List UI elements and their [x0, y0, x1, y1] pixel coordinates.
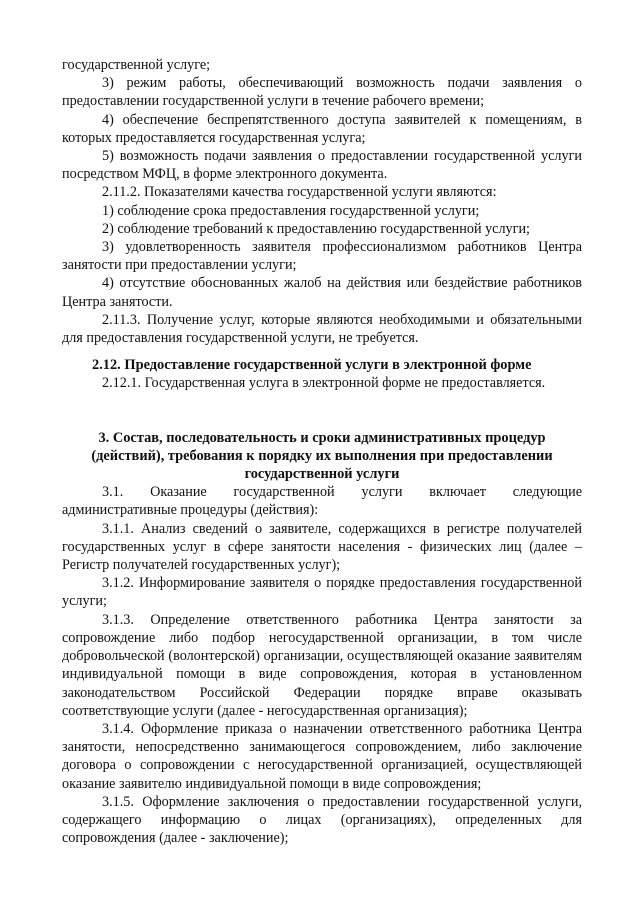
paragraph: государственной услуге;: [62, 57, 211, 73]
paragraph: 2) соблюдение требований к предоставлению государственной услуги;: [102, 220, 530, 237]
paragraph: 3.1.3. Определение ответственного работника Центра занятости за сопровождение либо подбор негосударственной организации, в том числе добровольческой (волонтерской) организации, осуществляющей оказание заявителям индивидуальной помощи в виде сопровождения, которая в установленном законодательством Российской Федерации порядке вправе оказывать соответствующие услуги (далее - негосударственная организация);: [62, 611, 582, 719]
paragraph: 4) отсутствие обоснованных жалоб на действия или бездействие работников Центра занятости.: [62, 275, 582, 310]
paragraph: 3) режим работы, обеспечивающий возможность подачи заявления о предоставлении государственной услуги в течение рабочего времени;: [62, 75, 582, 110]
document-page: [62, 56, 582, 847]
paragraph: 4) обеспечение беспрепятственного доступа заявителей к помещениям, в которых предоставляется государственная услуга;: [62, 111, 582, 146]
paragraph: 5) возможность подачи заявления о предоставлении государственной услуги посредством МФЦ, в форме электронного документа.: [62, 148, 582, 183]
paragraph: 3.1.5. Оформление заключения о предоставлении государственной услуги, содержащего информацию о лицах (организациях), определенных для сопровождения (далее - заключение);: [62, 793, 582, 847]
paragraph: 2.11.3. Получение услуг, которые являются необходимыми и обязательными для предоставления государственной услуги, не требуется.: [62, 311, 582, 347]
spacer: [62, 347, 582, 356]
paragraph: 3.1.1. Анализ сведений о заявителе, содержащихся в регистре получателей государственных услуг в сфере занятости населения - физических лиц (далее – Регистр получателей государственных услуг);: [62, 520, 582, 574]
paragraph: 2.12.1. Государственная услуга в электронной форме не предоставляется.: [102, 375, 546, 392]
section-heading-2-12: 2.12. Предоставление государственной услуги в электронной форме: [92, 357, 532, 374]
paragraph: 3.1.4. Оформление приказа о назначении ответственного работника Центра занятости, непосредственно занимающегося сопровождением, либо заключение договора о сопровождении с негосударственной организацией, осуществляющей оказание заявителю индивидуальной помощи в виде сопровождения;: [62, 720, 582, 792]
paragraph: 3) удовлетворенность заявителя профессионализмом работников Центра занятости при предоставлении услуги;: [62, 239, 582, 274]
section-heading-3: 3. Состав, последовательность и сроки административных процедур (действий), требования к порядку их выполнения при предоставлении государственной услуги: [91, 429, 553, 483]
spacer: [62, 393, 582, 429]
paragraph: 2.11.2. Показателями качества государственной услуги являются:: [102, 184, 497, 201]
paragraph: 1) соблюдение срока предоставления государственной услуги;: [102, 202, 480, 219]
paragraph: 3.1.2. Информирование заявителя о порядке предоставления государственной услуги;: [62, 575, 582, 610]
paragraph: 3.1. Оказание государственной услуги включает следующие административные процедуры (действия):: [62, 484, 582, 519]
